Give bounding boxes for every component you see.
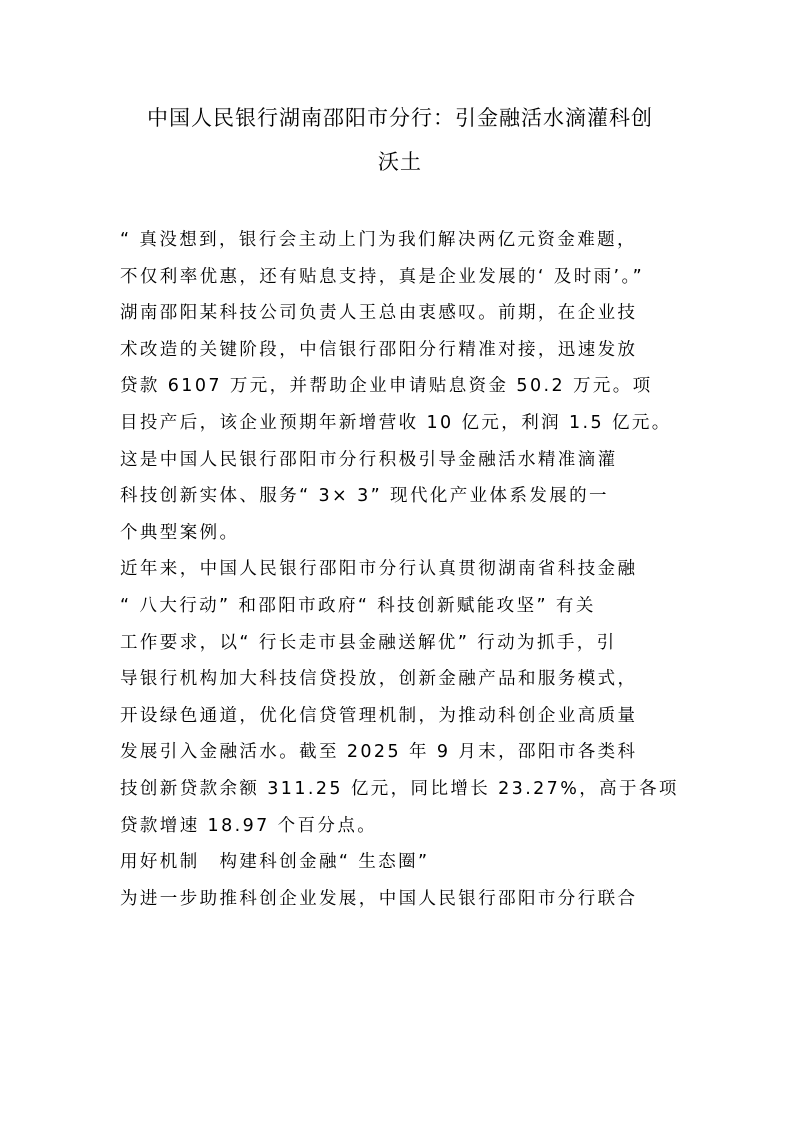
section-heading: 用好机制 构建科创金融“ 生态圈”	[120, 852, 430, 873]
body-line: 近年来，中国人民银行邵阳市分行认真贯彻湖南省科技金融	[120, 559, 638, 580]
article-body	[120, 222, 682, 917]
body-line: 不仅利率优惠，还有贴息支持，真是企业发展的‘ 及时雨’。”	[120, 266, 645, 287]
body-line: 术改造的关键阶段，中信银行邵阳分行精准对接，迅速发放	[120, 339, 638, 360]
body-line: 科技创新实体、服务“ 3× 3” 现代化产业体系发展的一	[120, 486, 609, 507]
article-title	[110, 96, 690, 184]
body-line: 工作要求，以“ 行长走市县金融送解优” 行动为抓手，引	[120, 632, 617, 653]
body-line: 目投产后，该企业预期年新增营收 10 亿元，利润 1.5 亿元。	[120, 412, 672, 433]
body-line: 技创新贷款余额 311.25 亿元，同比增长 23.27%，高于各项	[120, 778, 679, 799]
body-line: 为进一步助推科创企业发展，中国人民银行邵阳市分行联合	[120, 888, 638, 909]
body-line: 开设绿色通道，优化信贷管理机制，为推动科创企业高质量	[120, 705, 638, 726]
title-line: 中国人民银行湖南邵阳市分行：引金融活水滴灌科创	[147, 106, 653, 130]
body-line: 导银行机构加大科技信贷投放，创新金融产品和服务模式，	[120, 669, 638, 690]
body-line: 贷款增速 18.97 个百分点。	[120, 815, 378, 836]
body-line: “ 八大行动” 和邵阳市政府“ 科技创新赋能攻坚” 有关	[120, 595, 596, 616]
body-line: 这是中国人民银行邵阳市分行积极引导金融活水精准滴灌	[120, 449, 618, 470]
body-line: 湖南邵阳某科技公司负责人王总由衷感叹。前期，在企业技	[120, 303, 638, 324]
body-line: “ 真没想到，银行会主动上门为我们解决两亿元资金难题，	[120, 230, 637, 250]
body-line: 发展引入金融活水。截至 2025 年 9 月末，邵阳市各类科	[120, 742, 638, 763]
body-line: 贷款 6107 万元，并帮助企业申请贴息资金 50.2 万元。项	[120, 376, 653, 397]
body-line: 个典型案例。	[120, 522, 240, 543]
title-line: 沃土	[378, 150, 422, 174]
